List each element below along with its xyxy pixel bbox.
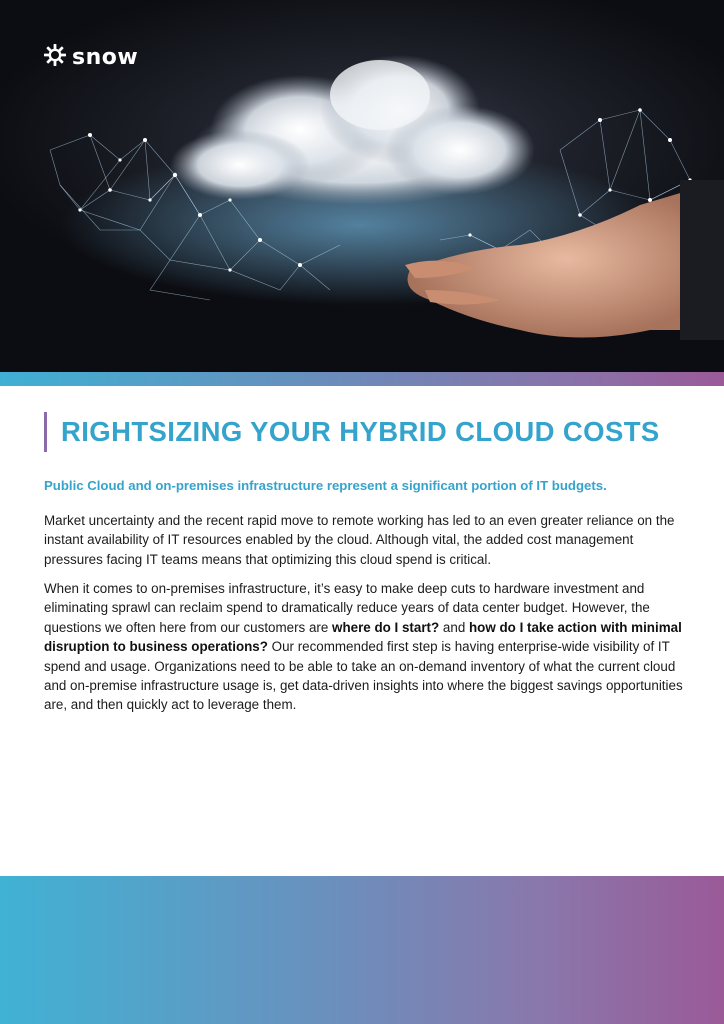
paragraph-1: Market uncertainty and the recent rapid move to remote working has led to an even greater reliance on the instant availability of IT resources enabled by the cloud. Although vital, the added cost management pressures facing IT teams means that optimizing this cloud spend is critical.	[44, 513, 675, 567]
paragraph-2-part-2: and	[439, 619, 469, 635]
gear-snowflake-icon	[44, 44, 66, 71]
page-title: RIGHTSIZING YOUR HYBRID CLOUD COSTS	[61, 416, 660, 447]
brand-logo	[44, 44, 138, 71]
lead-sentence: Public Cloud and on-premises infrastructure represent a significant portion of IT budgets.	[44, 478, 607, 493]
brand-name: snow	[72, 45, 139, 70]
title-block	[44, 412, 660, 452]
gradient-band-bottom	[0, 876, 724, 1024]
paragraph-2-part-1: When it comes to on-premises infrastructure, it’s easy to make deep cuts to hardware investment and eliminating sprawl can reclaim spend to dramatically reduce years of data center budget. However, the questions we often here from our customers are	[44, 581, 650, 635]
paragraph-2-part-3: Our recommended first step is having enterprise-wide visibility of IT spend and usage. Organizations need to be able to take an on-demand inventory of what the current cloud and on-premise infrastructure usage is, get data-driven insights into where the biggest savings opportunities are, and then quickly act to leverage them.	[44, 639, 683, 713]
hero-image	[0, 0, 724, 372]
paragraph-2	[44, 579, 684, 715]
paragraph-2-bold-1: where do I start?	[332, 619, 440, 635]
gradient-band-top	[0, 372, 724, 386]
paragraph-2-bold-2: how do I take action with minimal disruption to business operations?	[44, 619, 682, 655]
